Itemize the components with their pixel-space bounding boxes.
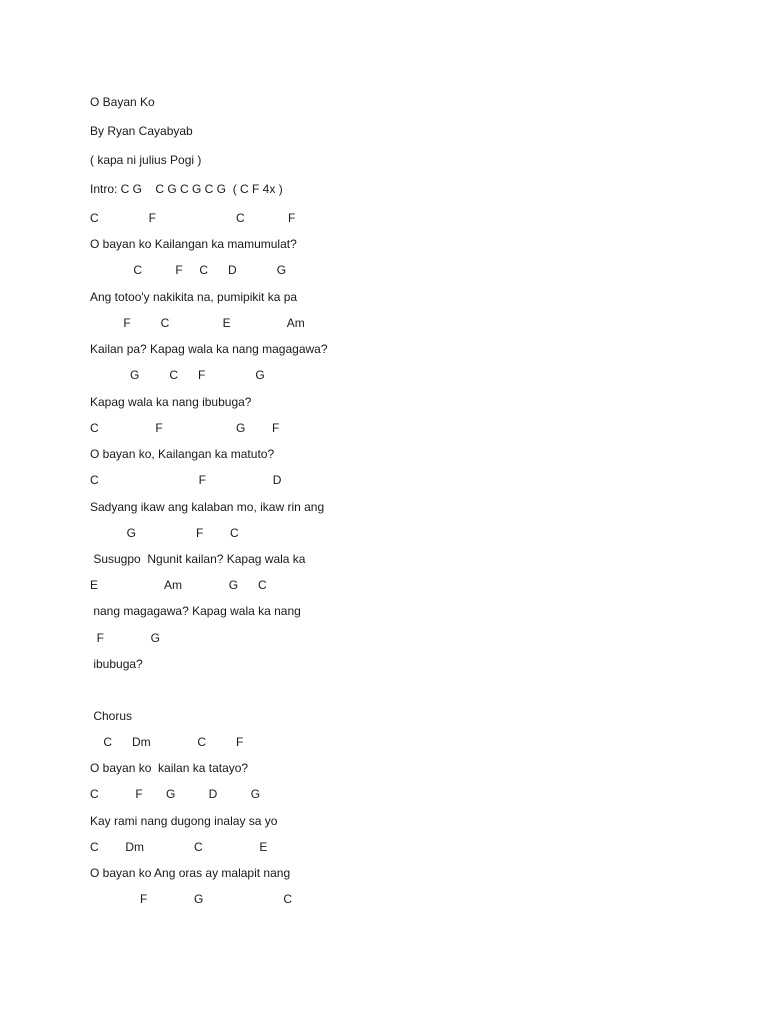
chord-line: C F G F <box>90 421 280 435</box>
lyric-line: Kapag wala ka nang ibubuga? <box>90 395 252 409</box>
chord-line: C F D <box>90 473 282 487</box>
lyric-line: Susugpo Ngunit kailan? Kapag wala ka <box>90 552 306 566</box>
chorus-label: Chorus <box>90 709 133 723</box>
intro-chords: Intro: C G C G C G C G ( C F 4x ) <box>90 182 283 196</box>
song-note: ( kapa ni julius Pogi ) <box>90 153 202 167</box>
chord-line: F C E Am <box>90 316 305 330</box>
chord-line: G C F G <box>90 368 265 382</box>
song-title: O Bayan Ko <box>90 95 155 109</box>
lyric-line: O bayan ko Ang oras ay malapit nang <box>90 866 291 880</box>
lyric-line: Kay rami nang dugong inalay sa yo <box>90 814 278 828</box>
chord-line: F G C <box>90 892 293 906</box>
chord-line: E Am G C <box>90 578 267 592</box>
chord-line: C F C D G <box>90 263 287 277</box>
song-author: By Ryan Cayabyab <box>90 124 193 138</box>
chord-line: C Dm C E <box>90 840 268 854</box>
chord-line: F G <box>90 631 161 645</box>
lyric-line: O bayan ko Kailangan ka mamumulat? <box>90 237 297 251</box>
chord-line: G F C <box>90 526 239 540</box>
lyric-line: nang magagawa? Kapag wala ka nang <box>90 604 301 618</box>
chord-line: C Dm C F <box>90 735 244 749</box>
lyric-line: Sadyang ikaw ang kalaban mo, ikaw rin ang <box>90 500 325 514</box>
lyric-line: Kailan pa? Kapag wala ka nang magagawa? <box>90 342 328 356</box>
chord-line: C F G D G <box>90 787 261 801</box>
lyric-line: Ang totoo'y nakikita na, pumipikit ka pa <box>90 290 298 304</box>
chord-line: C F C F <box>90 211 296 225</box>
lyric-line: O bayan ko kailan ka tatayo? <box>90 761 249 775</box>
lyric-line: ibubuga? <box>90 657 143 671</box>
lyric-line: O bayan ko, Kailangan ka matuto? <box>90 447 275 461</box>
